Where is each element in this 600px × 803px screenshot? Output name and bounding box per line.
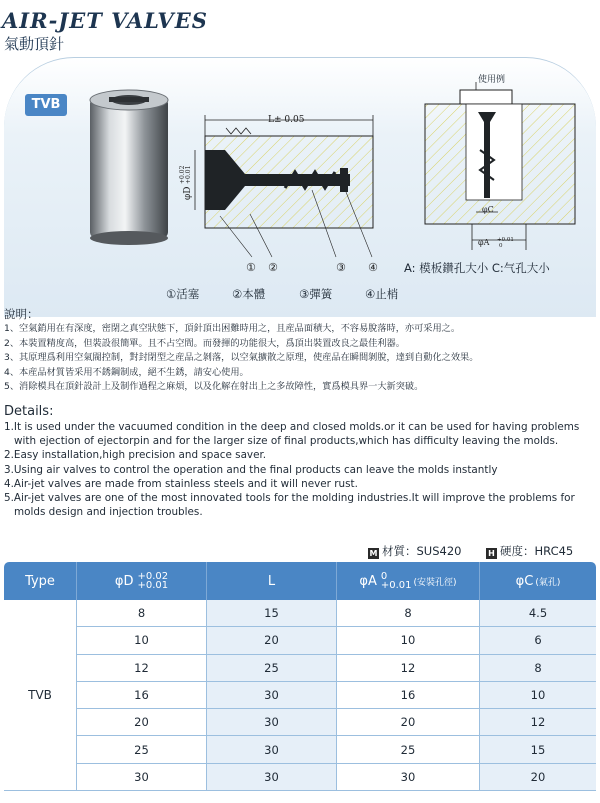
table-rows — [77, 600, 596, 791]
callout-3: ③ — [336, 261, 346, 274]
notes-cn-item: 5、消除模具在頂針設計上及制作過程之麻煩，以及化解在射出上之多故障性，實爲模具界一大新突破。 — [4, 381, 424, 393]
hardness-spec — [486, 543, 573, 559]
notes-cn-item: 3、其原理爲利用空氣閥控制，對封閉型之産品之剝落，以空氣擴散之原理，使産品在瞬間剝脫，達到自動化之效果。 — [4, 352, 479, 364]
notes-cn-heading: 說明： — [4, 307, 39, 321]
legend-piston: ①活塞 — [166, 287, 200, 301]
details-item: 5.Air-jet valves are one of the most innovated tools for the molding industries.It will improve the problems for molds design and injection troubles. — [4, 492, 575, 519]
notes-cn-item: 1、空氣銷用在有深度，密閉之真空狀態下，頂針頂出困難時用之，且産品面積大，不容易脫落時，亦可采用之。 — [4, 323, 461, 334]
table-cell: 30 — [77, 764, 207, 790]
table-cell: 20 — [77, 709, 207, 735]
material-label: 材質：SUS420 — [382, 544, 462, 558]
usage-example-drawing — [425, 82, 575, 250]
col-l: L — [207, 562, 337, 600]
details-list — [4, 420, 598, 519]
dimension-note: A: 模板鑽孔大小 C:气孔大小 — [404, 261, 550, 275]
col-a: φA 0 +0.01 (安裝孔徑) — [337, 562, 480, 600]
use-example-label: 使用例 — [478, 75, 506, 85]
table-row — [77, 736, 596, 763]
dim-a-label: φA — [478, 238, 490, 247]
details-item: 3.Using air valves to control the operation and the final products can leave the molds instantly — [4, 463, 498, 476]
table-row — [77, 627, 596, 654]
table-cell: 25 — [337, 736, 480, 762]
details-item: 4.Air-jet valves are made from stainless steels and it will never rust. — [4, 477, 358, 490]
callout-1: ① — [246, 261, 256, 274]
table-cell: 25 — [207, 655, 337, 681]
table-cell: 30 — [207, 682, 337, 708]
dim-d-label: φD — [183, 186, 193, 200]
material-icon: M — [369, 549, 378, 558]
dim-d-tol-upper: +0.02 — [179, 165, 186, 184]
table-cell: 12 — [480, 709, 596, 735]
material-spec — [368, 543, 461, 559]
table-cell: 20 — [337, 709, 480, 735]
table-cell: 10 — [337, 627, 480, 653]
table-cell: 8 — [480, 655, 596, 681]
table-cell: 12 — [337, 655, 480, 681]
spec-table — [4, 562, 596, 791]
table-row — [77, 655, 596, 682]
hardness-label: 硬度：HRC45 — [500, 544, 574, 558]
col-type: Type — [4, 562, 77, 600]
table-cell: 12 — [77, 655, 207, 681]
details-item: 2.Easy installation,high precision and space saver. — [4, 449, 267, 462]
tvb-badge: TVB — [25, 94, 67, 116]
notes-cn-item: 4、本産品材質皆采用不銹鋼制成，絕不生銹，請安心使用。 — [4, 366, 249, 378]
callout-4: ④ — [368, 261, 378, 274]
table-cell: 10 — [77, 627, 207, 653]
dim-a-tol-lower: 0 — [499, 243, 503, 249]
table-row — [77, 600, 596, 627]
notes-cn-list — [4, 322, 478, 395]
table-cell: 30 — [337, 764, 480, 790]
product-cylinder-image — [90, 90, 168, 245]
details-heading: Details: — [4, 404, 54, 419]
dim-a-tol-upper: +0.01 — [497, 237, 514, 243]
table-cell: 15 — [480, 736, 596, 762]
table-cell: 25 — [77, 736, 207, 762]
legend-body: ②本體 — [232, 287, 266, 301]
details-item: 1.It is used under the vacuumed condition in the deep and closed molds.or it can be used for having problems with ejection of ejectorpin and for the larger size of final products,which has difficulty leaving the molds. — [4, 421, 580, 448]
dim-c-label: φC — [482, 205, 494, 214]
table-cell: 20 — [480, 764, 596, 790]
dim-l-label: L± 0.05 — [268, 115, 305, 125]
table-body — [4, 600, 596, 791]
table-cell: 10 — [480, 682, 596, 708]
legend-stop-pin: ④止梢 — [365, 287, 399, 301]
col-c: φC (氣孔) — [515, 573, 561, 589]
legend-spring: ③彈簧 — [299, 287, 333, 301]
table-cell: 4.5 — [480, 600, 596, 626]
page-subtitle: 氣動頂針 — [4, 35, 65, 53]
callout-2: ② — [268, 261, 278, 274]
table-cell: 8 — [337, 600, 480, 626]
table-cell: 8 — [77, 600, 207, 626]
dim-d-tol-lower: +0.01 — [185, 165, 192, 184]
table-cell: 6 — [480, 627, 596, 653]
table-cell: 30 — [207, 764, 337, 790]
table-cell: 30 — [207, 736, 337, 762]
notes-cn-item: 2、本裝置精度高，但裝設很簡單。且不占空間。而發揮的功能很大，爲頂出裝置改良之最佳利器。 — [4, 337, 405, 349]
hardness-icon: H — [486, 548, 497, 559]
table-cell: 15 — [207, 600, 337, 626]
type-cell: TVB — [4, 600, 77, 791]
table-header — [4, 562, 596, 600]
table-cell: 20 — [207, 627, 337, 653]
col-d: φD +0.02 +0.01 — [77, 562, 207, 600]
page-title: AIR-JET VALVES — [2, 8, 208, 33]
section-drawing — [195, 115, 373, 257]
table-row — [77, 682, 596, 709]
table-cell: 30 — [207, 709, 337, 735]
table-cell: 16 — [77, 682, 207, 708]
table-row — [77, 709, 596, 736]
table-row — [77, 764, 596, 791]
technical-drawing — [0, 60, 600, 290]
table-cell: 16 — [337, 682, 480, 708]
